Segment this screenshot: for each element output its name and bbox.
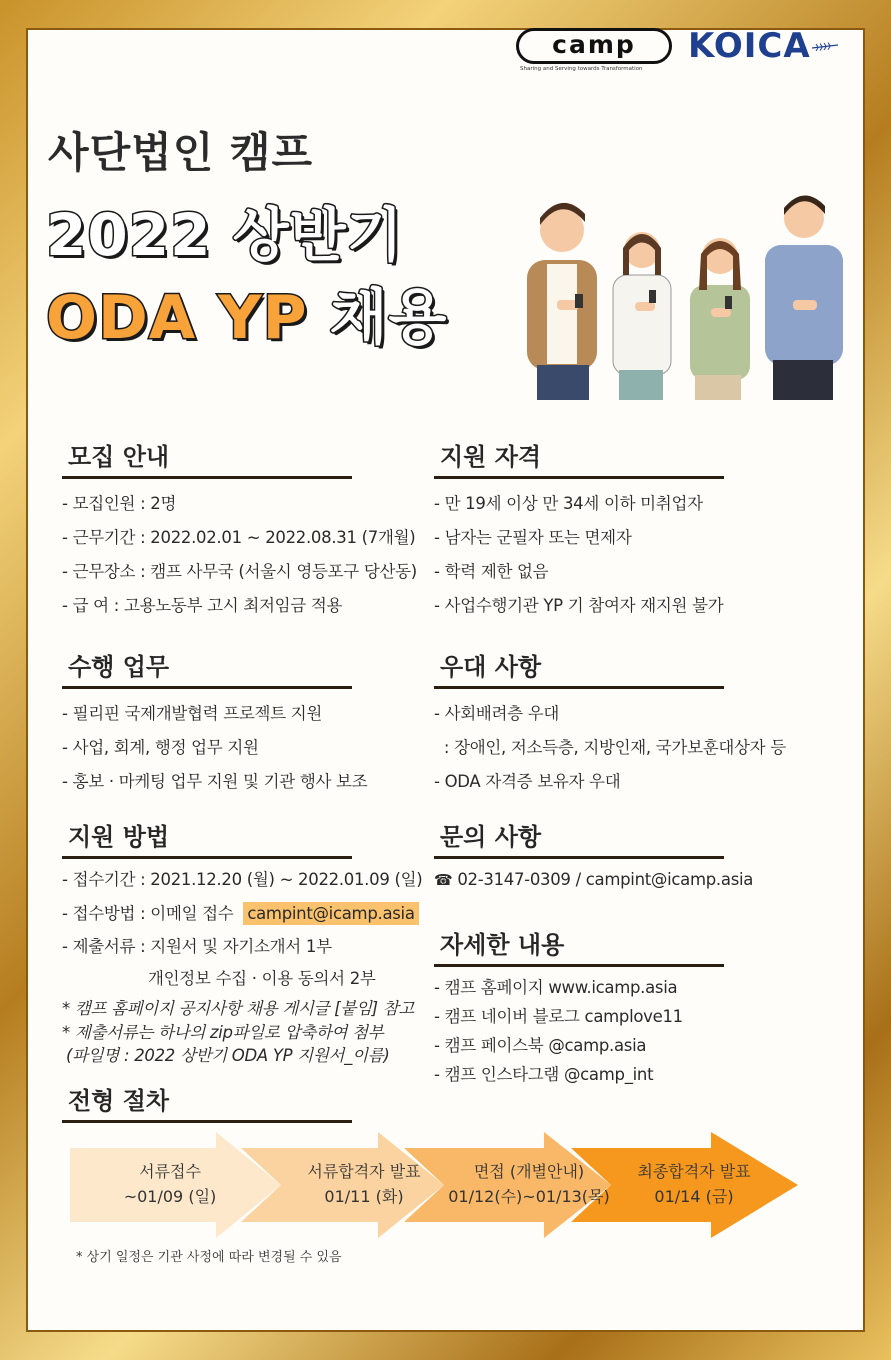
list-item: - 캠프 인스타그램 @camp_int xyxy=(434,1065,654,1084)
apply-note-filename: (파일명 : 2022 상반기 ODA YP 지원서_이름) xyxy=(66,1046,390,1065)
heading-rule xyxy=(434,476,724,479)
koica-leaf-icon xyxy=(812,42,838,52)
section-detail xyxy=(434,928,754,1089)
list-item: - 근무장소 : 캠프 사무국 (서울시 영등포구 당산동) xyxy=(62,562,417,581)
org-title: 사단법인 캠프 xyxy=(48,128,314,177)
person-3-figure xyxy=(690,238,750,400)
apply-docs-2: 개인정보 수집 · 이용 동의서 2부 xyxy=(148,969,376,988)
list-item: - 필리핀 국제개발협력 프로젝트 지원 xyxy=(62,704,323,723)
section-heading: 문의 사항 xyxy=(440,823,542,851)
heading-rule xyxy=(434,686,724,689)
apply-period: - 접수기간 : 2021.12.20 (월) ~ 2022.01.09 (일) xyxy=(62,870,423,889)
section-prefer xyxy=(434,650,786,799)
section-heading: 우대 사항 xyxy=(440,653,542,681)
logo-area xyxy=(516,26,816,96)
list-item: - 캠프 페이스북 @camp.asia xyxy=(434,1036,647,1055)
apply-method-label: - 접수방법 : 이메일 접수 xyxy=(62,904,234,923)
list-item: - 급 여 : 고용노동부 고시 최저임금 적용 xyxy=(62,596,343,615)
heading-rule xyxy=(434,856,724,859)
process-step-name: 서류합격자 발표 xyxy=(307,1162,421,1181)
process-step-date: 01/11 (화) xyxy=(324,1187,404,1206)
process-footnote: * 상기 일정은 기관 사정에 따라 변경될 수 있음 xyxy=(76,1250,342,1265)
process-step-name: 면접 (개별안내) xyxy=(473,1162,585,1181)
list-item: - 만 19세 이상 만 34세 이하 미취업자 xyxy=(434,494,703,513)
list-item: - 남자는 군필자 또는 면제자 xyxy=(434,528,632,547)
list-item: - 근무기간 : 2022.02.01 ~ 2022.08.31 (7개월) xyxy=(62,528,416,547)
list-item: - 캠프 홈페이지 www.icamp.asia xyxy=(434,978,678,997)
heading-rule xyxy=(62,856,352,859)
section-contact xyxy=(434,820,764,897)
section-duty xyxy=(62,650,368,799)
process-step-date: 01/14 (금) xyxy=(654,1187,734,1206)
list-item: - 사업, 회계, 행정 업무 지원 xyxy=(62,738,259,757)
list-item: - ODA 자격증 보유자 우대 xyxy=(434,772,621,791)
list-item: - 사업수행기관 YP 기 참여자 재지원 불가 xyxy=(434,596,724,615)
process-step-name: 최종합격자 발표 xyxy=(637,1162,751,1181)
contact-text: 02-3147-0309 / campint@icamp.asia xyxy=(457,870,754,889)
list-item: - 사회배려층 우대 xyxy=(434,704,560,723)
list-item: - 홍보 · 마케팅 업무 지원 및 기관 행사 보조 xyxy=(62,772,368,791)
camp-logo: camp xyxy=(516,28,672,64)
list-item: - 캠프 네이버 블로그 camplove11 xyxy=(434,1007,683,1026)
section-heading: 자세한 내용 xyxy=(440,931,565,959)
process-step-date: ~01/09 (일) xyxy=(123,1187,217,1206)
list-item: - 학력 제한 없음 xyxy=(434,562,549,581)
process-step-arrow-1 xyxy=(70,1132,281,1238)
section-heading: 지원 방법 xyxy=(68,823,170,851)
list-item: - 모집인원 : 2명 xyxy=(62,494,177,513)
period-title: 2022 상반기 xyxy=(46,201,404,269)
person-1-figure xyxy=(527,203,597,400)
heading-rule xyxy=(62,686,352,689)
section-apply xyxy=(62,820,423,1067)
apply-note-blue: * 제출서류는 하나의 zip파일로 압축하여 첨부 xyxy=(62,1023,384,1042)
apply-note-red: * 캠프 홈페이지 공지사항 채용 게시글 [붙임] 참고 xyxy=(62,999,414,1018)
heading-rule xyxy=(62,1120,352,1123)
list-item: : 장애인, 저소득층, 지방인재, 국가보훈대상자 등 xyxy=(434,738,786,757)
process-step-name: 서류접수 xyxy=(139,1162,201,1181)
koica-logo: KOICA xyxy=(688,26,811,66)
section-qualify xyxy=(434,440,724,623)
process-step-date: 01/12(수)~01/13(목) xyxy=(448,1187,610,1206)
heading-rule xyxy=(62,476,352,479)
apply-email-link[interactable]: campint@icamp.asia xyxy=(243,902,418,925)
main-title-hire: 채용 xyxy=(329,283,448,353)
person-2-figure xyxy=(613,232,671,400)
heading-rule xyxy=(434,964,724,967)
people-illustration xyxy=(515,190,855,400)
section-heading: 수행 업무 xyxy=(68,653,170,681)
apply-docs: - 제출서류 : 지원서 및 자기소개서 1부 xyxy=(62,937,332,956)
section-recruit xyxy=(62,440,417,623)
main-title-oda: ODA YP xyxy=(46,283,308,353)
contact-line xyxy=(434,863,764,897)
person-4-figure xyxy=(765,195,843,400)
section-heading: 전형 절차 xyxy=(68,1087,170,1115)
section-heading: 모집 안내 xyxy=(68,443,170,471)
section-heading: 지원 자격 xyxy=(440,443,542,471)
main-title xyxy=(46,270,447,356)
camp-tagline: Sharing and Serving towards Transformation xyxy=(520,66,643,72)
process-flow xyxy=(66,1130,806,1240)
apply-method xyxy=(62,897,415,931)
phone-icon: ☎ xyxy=(434,871,453,889)
section-process xyxy=(62,1084,352,1123)
